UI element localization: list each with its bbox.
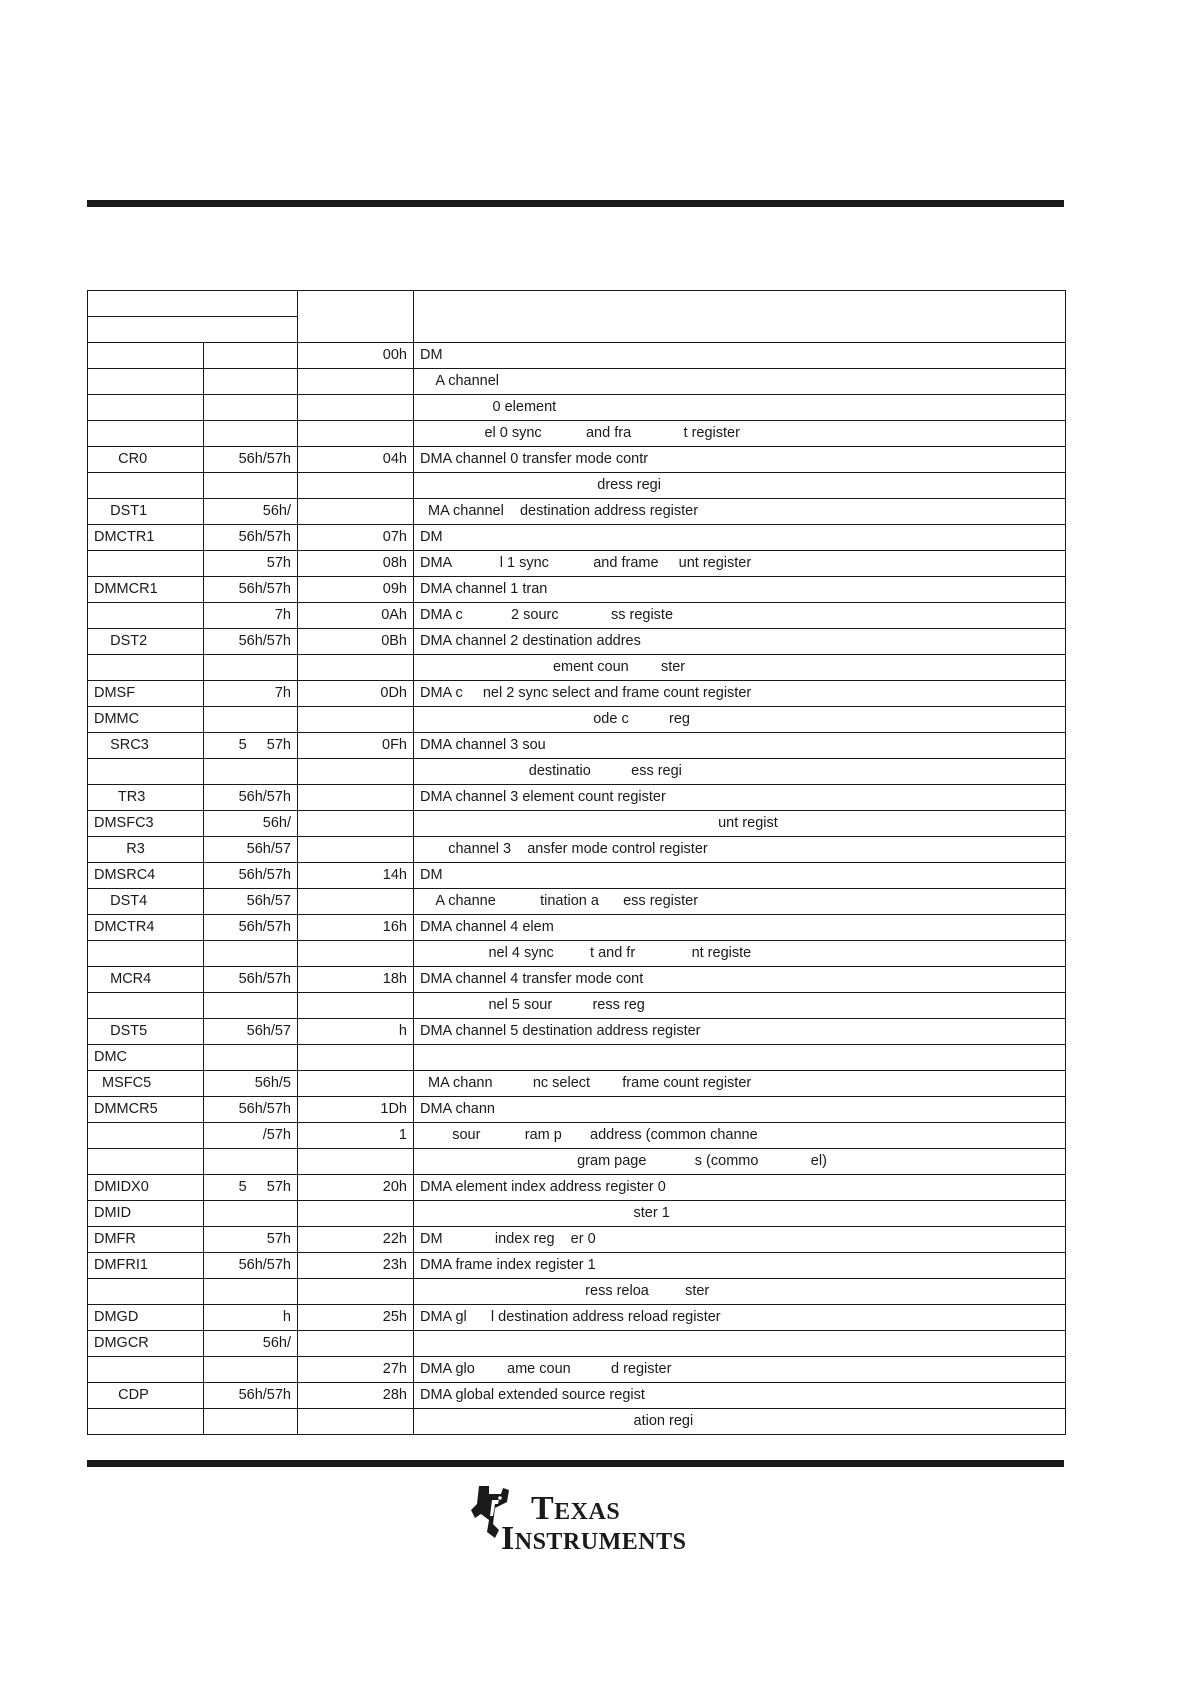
table-row <box>88 785 1066 811</box>
page-cell: 7h <box>204 603 298 629</box>
offset-cell <box>298 941 414 967</box>
logo-line-instruments: Instruments <box>501 1520 687 1557</box>
page-cell: 56h/57h <box>204 967 298 993</box>
register-name-cell <box>88 343 204 369</box>
table-row <box>88 681 1066 707</box>
page-cell: 56h/57h <box>204 1383 298 1409</box>
description-cell: DMA c 2 sourc ss registe <box>414 603 1066 629</box>
offset-cell <box>298 395 414 421</box>
offset-cell: 16h <box>298 915 414 941</box>
register-name-cell: TR3 <box>88 785 204 811</box>
register-name-cell: MSFC5 <box>88 1071 204 1097</box>
header-cell-subname <box>88 317 298 343</box>
offset-cell <box>298 369 414 395</box>
description-cell: ement coun ster <box>414 655 1066 681</box>
table-row <box>88 1383 1066 1409</box>
register-name-cell <box>88 473 204 499</box>
offset-cell <box>298 1071 414 1097</box>
page-cell: 56h/ <box>204 1331 298 1357</box>
offset-cell <box>298 1201 414 1227</box>
register-name-cell: R3 <box>88 837 204 863</box>
header-cell-offset <box>298 291 414 343</box>
register-name-cell: DMMCR5 <box>88 1097 204 1123</box>
page-cell: 57h <box>204 1227 298 1253</box>
page-cell <box>204 1149 298 1175</box>
table-row <box>88 837 1066 863</box>
offset-cell <box>298 1279 414 1305</box>
header-cell-description <box>414 291 1066 343</box>
logo-line-texas: Texas <box>531 1490 621 1527</box>
description-cell: ation regi <box>414 1409 1066 1435</box>
page-cell: 56h/57h <box>204 1253 298 1279</box>
offset-cell: 1Dh <box>298 1097 414 1123</box>
register-name-cell <box>88 759 204 785</box>
description-cell: DMA channel 1 tran <box>414 577 1066 603</box>
page-cell <box>204 655 298 681</box>
page-cell <box>204 941 298 967</box>
table-row <box>88 1201 1066 1227</box>
offset-cell <box>298 993 414 1019</box>
description-cell: DMA glo ame coun d register <box>414 1357 1066 1383</box>
description-cell: sour ram p address (common channe <box>414 1123 1066 1149</box>
page-cell: 56h/57 <box>204 1019 298 1045</box>
page-cell: 57h <box>204 551 298 577</box>
texas-instruments-logo <box>465 1480 687 1557</box>
table-row <box>88 1123 1066 1149</box>
description-cell: gram page s (commo el) <box>414 1149 1066 1175</box>
table-row <box>88 915 1066 941</box>
table-row <box>88 1019 1066 1045</box>
description-cell: unt regist <box>414 811 1066 837</box>
register-name-cell: MCR4 <box>88 967 204 993</box>
register-name-cell: DST4 <box>88 889 204 915</box>
page-cell: 56h/57h <box>204 447 298 473</box>
register-name-cell <box>88 395 204 421</box>
page-cell: 5 57h <box>204 733 298 759</box>
offset-cell <box>298 473 414 499</box>
description-cell: DMA channel 4 elem <box>414 915 1066 941</box>
table-row <box>88 759 1066 785</box>
table-row <box>88 863 1066 889</box>
description-cell: nel 4 sync t and fr nt registe <box>414 941 1066 967</box>
table-row <box>88 1279 1066 1305</box>
register-name-cell: DMID <box>88 1201 204 1227</box>
offset-cell: 23h <box>298 1253 414 1279</box>
table-row <box>88 1409 1066 1435</box>
offset-cell: 08h <box>298 551 414 577</box>
offset-cell <box>298 707 414 733</box>
description-cell: DMA chann <box>414 1097 1066 1123</box>
description-cell: nel 5 sour ress reg <box>414 993 1066 1019</box>
table-row <box>88 941 1066 967</box>
description-cell: A channel <box>414 369 1066 395</box>
table-row <box>88 499 1066 525</box>
description-cell: DM <box>414 863 1066 889</box>
register-name-cell: DMSF <box>88 681 204 707</box>
table-row <box>88 577 1066 603</box>
register-name-cell: DMSRC4 <box>88 863 204 889</box>
table-row <box>88 447 1066 473</box>
register-name-cell <box>88 941 204 967</box>
register-name-cell <box>88 1123 204 1149</box>
table-row <box>88 1071 1066 1097</box>
page-cell: 56h/57h <box>204 525 298 551</box>
page-cell: 56h/ <box>204 499 298 525</box>
offset-cell <box>298 1149 414 1175</box>
page-cell: 56h/57h <box>204 577 298 603</box>
register-name-cell: DMGD <box>88 1305 204 1331</box>
register-name-cell: DMGCR <box>88 1331 204 1357</box>
offset-cell: 0Bh <box>298 629 414 655</box>
register-name-cell: DST1 <box>88 499 204 525</box>
table-row <box>88 525 1066 551</box>
table-row <box>88 889 1066 915</box>
register-name-cell: DMCTR4 <box>88 915 204 941</box>
register-name-cell <box>88 551 204 577</box>
table-row <box>88 369 1066 395</box>
register-name-cell: DMMCR1 <box>88 577 204 603</box>
description-cell: DMA l 1 sync and frame unt register <box>414 551 1066 577</box>
offset-cell: 14h <box>298 863 414 889</box>
table-row <box>88 1357 1066 1383</box>
offset-cell <box>298 1409 414 1435</box>
table-row <box>88 1305 1066 1331</box>
page-cell <box>204 1357 298 1383</box>
description-cell: ster 1 <box>414 1201 1066 1227</box>
page-cell: 56h/5 <box>204 1071 298 1097</box>
register-name-cell <box>88 993 204 1019</box>
offset-cell: 00h <box>298 343 414 369</box>
offset-cell: 25h <box>298 1305 414 1331</box>
page-cell: 56h/57h <box>204 629 298 655</box>
page-cell <box>204 993 298 1019</box>
description-cell: DMA global extended source regist <box>414 1383 1066 1409</box>
logo-wordmark <box>501 1490 687 1557</box>
register-name-cell: DST2 <box>88 629 204 655</box>
table-row <box>88 1175 1066 1201</box>
description-cell: DM <box>414 343 1066 369</box>
page-cell: h <box>204 1305 298 1331</box>
description-cell: DMA channel 3 element count register <box>414 785 1066 811</box>
top-rule <box>87 200 1064 207</box>
table-row <box>88 343 1066 369</box>
offset-cell: 07h <box>298 525 414 551</box>
offset-cell: 0Ah <box>298 603 414 629</box>
description-cell: DMA channel 0 transfer mode contr <box>414 447 1066 473</box>
table-row <box>88 1045 1066 1071</box>
offset-cell <box>298 1045 414 1071</box>
page-cell <box>204 1045 298 1071</box>
page-cell <box>204 473 298 499</box>
page-cell: /57h <box>204 1123 298 1149</box>
table-row <box>88 1331 1066 1357</box>
register-name-cell: DMCTR1 <box>88 525 204 551</box>
register-name-cell <box>88 369 204 395</box>
page-cell <box>204 421 298 447</box>
description-cell: DMA element index address register 0 <box>414 1175 1066 1201</box>
register-name-cell <box>88 1149 204 1175</box>
register-name-cell <box>88 1357 204 1383</box>
page-cell: 7h <box>204 681 298 707</box>
register-name-cell: DMIDX0 <box>88 1175 204 1201</box>
register-name-cell <box>88 603 204 629</box>
offset-cell <box>298 889 414 915</box>
register-name-cell <box>88 1409 204 1435</box>
description-cell: DMA channel 3 sou <box>414 733 1066 759</box>
register-name-cell: DMFRI1 <box>88 1253 204 1279</box>
register-name-cell: SRC3 <box>88 733 204 759</box>
page-cell: 56h/57 <box>204 837 298 863</box>
register-name-cell: DMC <box>88 1045 204 1071</box>
offset-cell <box>298 655 414 681</box>
description-cell: destinatio ess regi <box>414 759 1066 785</box>
page-cell <box>204 1279 298 1305</box>
description-cell: dress regi <box>414 473 1066 499</box>
offset-cell <box>298 837 414 863</box>
page-cell: 56h/57h <box>204 785 298 811</box>
header-cell-name <box>88 291 298 317</box>
table-row <box>88 603 1066 629</box>
table-row <box>88 967 1066 993</box>
offset-cell <box>298 811 414 837</box>
description-cell: DM index reg er 0 <box>414 1227 1066 1253</box>
table-row <box>88 1149 1066 1175</box>
description-cell: 0 element <box>414 395 1066 421</box>
bottom-rule <box>87 1460 1064 1467</box>
table-row <box>88 551 1066 577</box>
table-row <box>88 733 1066 759</box>
description-cell: DMA gl l destination address reload register <box>414 1305 1066 1331</box>
offset-cell: h <box>298 1019 414 1045</box>
table-row <box>88 1097 1066 1123</box>
offset-cell: 28h <box>298 1383 414 1409</box>
offset-cell: 1 <box>298 1123 414 1149</box>
offset-cell: 0Fh <box>298 733 414 759</box>
table-row <box>88 655 1066 681</box>
description-cell: ode c reg <box>414 707 1066 733</box>
table-row <box>88 707 1066 733</box>
page-cell <box>204 1409 298 1435</box>
register-name-cell: CR0 <box>88 447 204 473</box>
page-cell: 5 57h <box>204 1175 298 1201</box>
register-name-cell <box>88 655 204 681</box>
offset-cell: 09h <box>298 577 414 603</box>
description-cell <box>414 1331 1066 1357</box>
page-cell: 56h/ <box>204 811 298 837</box>
description-cell: ress reloa ster <box>414 1279 1066 1305</box>
page-cell: 56h/57 <box>204 889 298 915</box>
offset-cell <box>298 499 414 525</box>
register-name-cell: DMFR <box>88 1227 204 1253</box>
register-name-cell <box>88 421 204 447</box>
description-cell <box>414 1045 1066 1071</box>
table-row <box>88 1253 1066 1279</box>
table-row <box>88 473 1066 499</box>
description-cell: MA channel destination address register <box>414 499 1066 525</box>
offset-cell: 22h <box>298 1227 414 1253</box>
description-cell: DMA c nel 2 sync select and frame count register <box>414 681 1066 707</box>
page-cell <box>204 707 298 733</box>
offset-cell: 27h <box>298 1357 414 1383</box>
page-cell: 56h/57h <box>204 1097 298 1123</box>
table-row <box>88 629 1066 655</box>
page-cell <box>204 759 298 785</box>
description-cell: DMA channel 4 transfer mode cont <box>414 967 1066 993</box>
register-name-cell: DST5 <box>88 1019 204 1045</box>
table-row <box>88 395 1066 421</box>
offset-cell: 18h <box>298 967 414 993</box>
page-cell <box>204 395 298 421</box>
offset-cell <box>298 1331 414 1357</box>
description-cell: el 0 sync and fra t register <box>414 421 1066 447</box>
register-name-cell <box>88 1279 204 1305</box>
table-row <box>88 421 1066 447</box>
description-cell: DMA frame index register 1 <box>414 1253 1066 1279</box>
table-header-row <box>88 291 1066 317</box>
register-name-cell: DMSFC3 <box>88 811 204 837</box>
description-cell: DMA channel 2 destination addres <box>414 629 1066 655</box>
register-name-cell: CDP <box>88 1383 204 1409</box>
description-cell: A channe tination a ess register <box>414 889 1066 915</box>
description-cell: DMA channel 5 destination address register <box>414 1019 1066 1045</box>
page-cell <box>204 343 298 369</box>
page-cell <box>204 1201 298 1227</box>
description-cell: channel 3 ansfer mode control register <box>414 837 1066 863</box>
offset-cell: 0Dh <box>298 681 414 707</box>
page-cell <box>204 369 298 395</box>
offset-cell <box>298 785 414 811</box>
page-cell: 56h/57h <box>204 863 298 889</box>
description-cell: MA chann nc select frame count register <box>414 1071 1066 1097</box>
description-cell: DM <box>414 525 1066 551</box>
table-row <box>88 811 1066 837</box>
offset-cell: 04h <box>298 447 414 473</box>
offset-cell <box>298 421 414 447</box>
offset-cell <box>298 759 414 785</box>
offset-cell: 20h <box>298 1175 414 1201</box>
table-row <box>88 1227 1066 1253</box>
register-table <box>87 290 1066 1435</box>
register-name-cell: DMMC <box>88 707 204 733</box>
table-row <box>88 993 1066 1019</box>
page-cell: 56h/57h <box>204 915 298 941</box>
